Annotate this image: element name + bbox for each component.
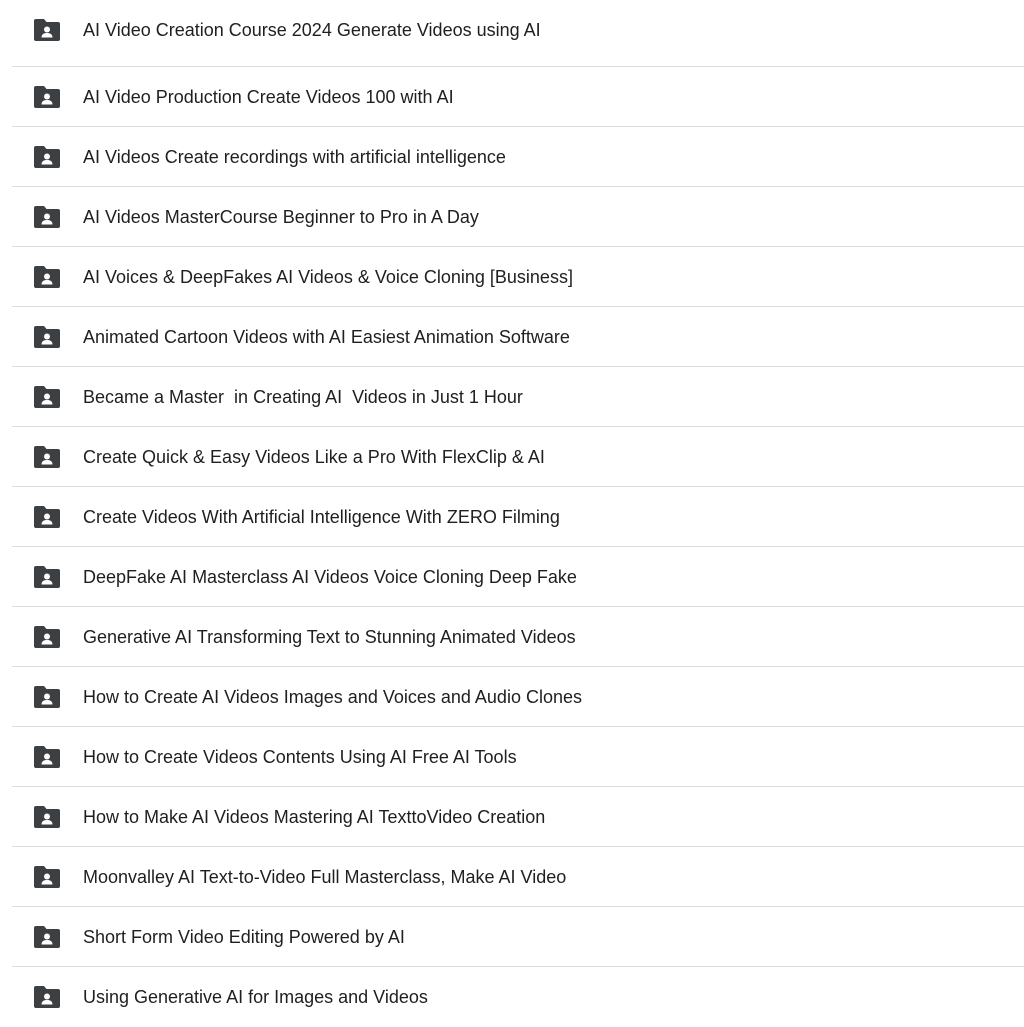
folder-row-15[interactable] bbox=[12, 847, 1024, 907]
shared-folder-icon bbox=[34, 926, 60, 948]
folder-row-6[interactable] bbox=[12, 307, 1024, 367]
shared-folder-icon bbox=[34, 386, 60, 408]
folder-row-16[interactable] bbox=[12, 907, 1024, 967]
shared-folder-icon bbox=[34, 86, 60, 108]
folder-row-9[interactable] bbox=[12, 487, 1024, 547]
folder-row-17[interactable] bbox=[12, 967, 1024, 1027]
shared-folder-icon bbox=[34, 19, 60, 41]
shared-folder-icon bbox=[34, 566, 60, 588]
folder-row-1[interactable] bbox=[12, 0, 1024, 67]
folder-name: AI Video Creation Course 2024 Generate Videos using AI bbox=[83, 20, 541, 40]
folder-row-3[interactable] bbox=[12, 127, 1024, 187]
folder-name: Create Videos With Artificial Intelligence With ZERO Filming bbox=[83, 506, 560, 527]
shared-folder-icon bbox=[34, 446, 60, 468]
folder-name: Create Quick & Easy Videos Like a Pro With FlexClip & AI bbox=[83, 446, 545, 467]
shared-folder-icon bbox=[34, 986, 60, 1008]
folder-row-10[interactable] bbox=[12, 547, 1024, 607]
folder-row-12[interactable] bbox=[12, 667, 1024, 727]
folder-name: AI Videos MasterCourse Beginner to Pro in A Day bbox=[83, 206, 479, 227]
shared-folder-icon bbox=[34, 806, 60, 828]
folder-name: Moonvalley AI Text-to-Video Full Masterclass, Make AI Video bbox=[83, 866, 567, 887]
folder-name: AI Videos Create recordings with artificial intelligence bbox=[83, 146, 506, 167]
folder-row-4[interactable] bbox=[12, 187, 1024, 247]
folder-row-2[interactable] bbox=[12, 67, 1024, 127]
folder-name: AI Voices & DeepFakes AI Videos & Voice Cloning [Business] bbox=[83, 266, 573, 287]
folder-name: How to Make AI Videos Mastering AI TexttoVideo Creation bbox=[83, 806, 546, 827]
shared-folder-icon bbox=[34, 866, 60, 888]
shared-folder-icon bbox=[34, 506, 60, 528]
folder-name: Animated Cartoon Videos with AI Easiest Animation Software bbox=[83, 326, 570, 347]
folder-name: AI Video Production Create Videos 100 with AI bbox=[83, 86, 454, 107]
folder-name: Became a Master in Creating AI Videos in Just 1 Hour bbox=[83, 386, 523, 407]
folder-name: How to Create AI Videos Images and Voices and Audio Clones bbox=[83, 686, 582, 707]
folder-name: Short Form Video Editing Powered by AI bbox=[83, 926, 405, 947]
folder-name: DeepFake AI Masterclass AI Videos Voice Cloning Deep Fake bbox=[83, 566, 577, 587]
folder-row-11[interactable] bbox=[12, 607, 1024, 667]
folder-row-5[interactable] bbox=[12, 247, 1024, 307]
shared-folder-icon bbox=[34, 626, 60, 648]
shared-folder-icon bbox=[34, 206, 60, 228]
folder-row-8[interactable] bbox=[12, 427, 1024, 487]
folder-row-13[interactable] bbox=[12, 727, 1024, 787]
folder-row-7[interactable] bbox=[12, 367, 1024, 427]
shared-folder-icon bbox=[34, 326, 60, 348]
folder-name: Generative AI Transforming Text to Stunning Animated Videos bbox=[83, 626, 576, 647]
shared-folder-icon bbox=[34, 266, 60, 288]
shared-folder-icon bbox=[34, 686, 60, 708]
folder-row-14[interactable] bbox=[12, 787, 1024, 847]
shared-folder-icon bbox=[34, 146, 60, 168]
shared-folder-icon bbox=[34, 746, 60, 768]
folder-name: How to Create Videos Contents Using AI Free AI Tools bbox=[83, 746, 517, 767]
folder-name: Using Generative AI for Images and Videos bbox=[83, 987, 428, 1007]
